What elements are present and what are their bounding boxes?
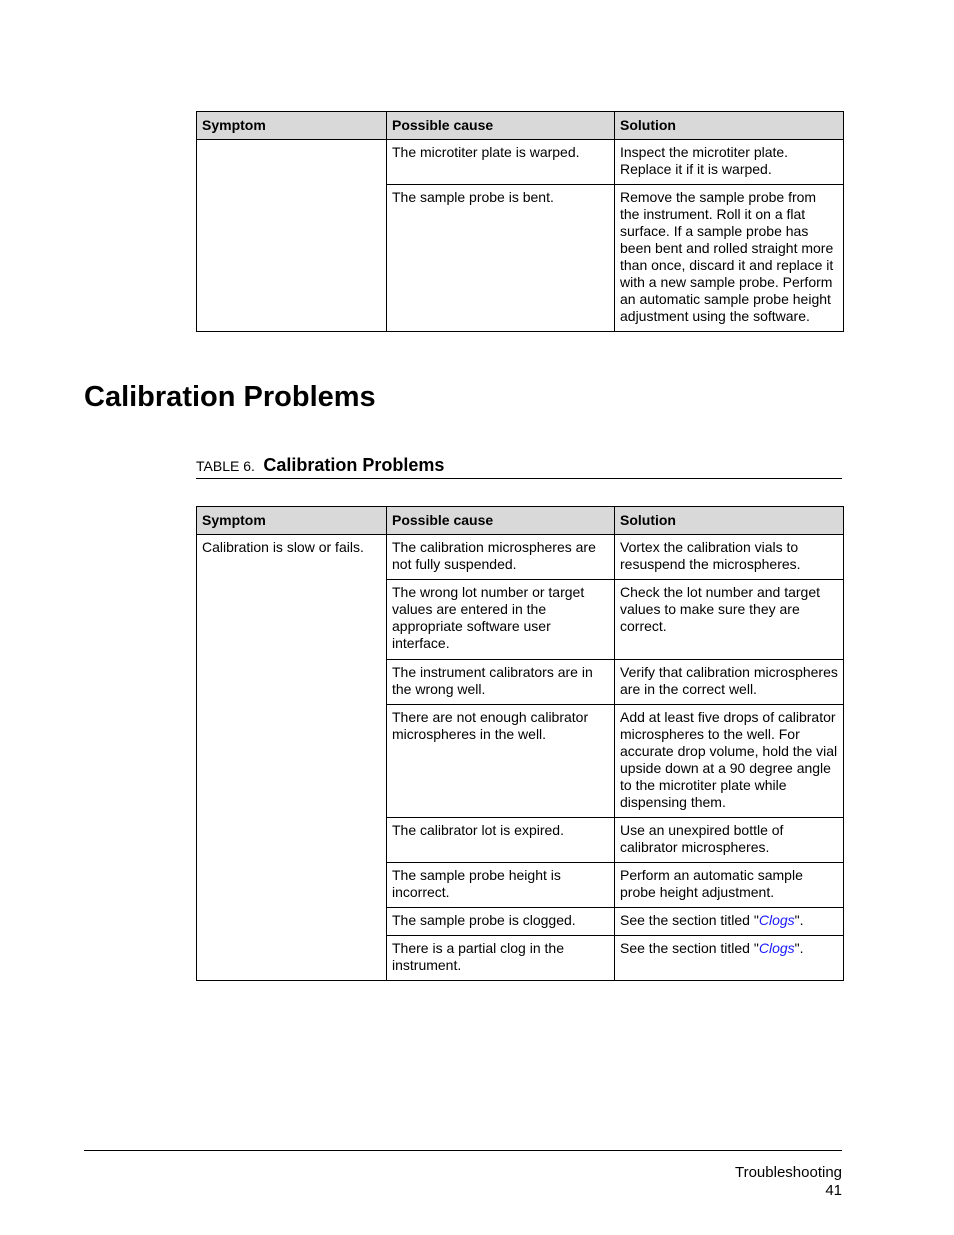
header-solution: Solution (615, 507, 844, 535)
table-row (197, 140, 844, 185)
section-title: Calibration Problems (84, 381, 376, 413)
footer-divider (84, 1150, 842, 1151)
cause-cell: The wrong lot number or target values are entered in the appropriate software user interface. (387, 580, 615, 660)
footer-page-number: 41 (825, 1182, 842, 1199)
symptom-cell: Calibration is slow or fails. (197, 535, 387, 981)
cause-cell: The calibrator lot is expired. (387, 818, 615, 863)
troubleshooting-table-continued (196, 111, 844, 332)
solution-cell: Perform an automatic sample probe height adjustment. (615, 863, 844, 908)
cause-cell: The sample probe is bent. (387, 185, 615, 332)
cause-cell: There are not enough calibrator microspheres in the well. (387, 705, 615, 818)
header-symptom: Symptom (197, 112, 387, 140)
solution-cell: Add at least five drops of calibrator microspheres to the well. For accurate drop volume, hold the vial upside down at a 90 degree angle to the microtiter plate while dispensing them. (615, 705, 844, 818)
cause-cell: The instrument calibrators are in the wrong well. (387, 660, 615, 705)
table-caption (196, 455, 842, 479)
header-solution: Solution (615, 112, 844, 140)
cause-cell: The sample probe height is incorrect. (387, 863, 615, 908)
cause-cell: The microtiter plate is warped. (387, 140, 615, 185)
calibration-problems-table (196, 506, 844, 981)
table-header-row (197, 112, 844, 140)
table-caption-title: Calibration Problems (263, 455, 445, 475)
clogs-link[interactable]: Clogs (758, 912, 795, 928)
footer-chapter-name: Troubleshooting (734, 1164, 842, 1181)
solution-cell: Use an unexpired bottle of calibrator microspheres. (615, 818, 844, 863)
cause-cell: There is a partial clog in the instrument. (387, 936, 615, 981)
solution-cell (615, 936, 844, 981)
solution-text-suffix: ". (794, 940, 804, 956)
header-symptom: Symptom (197, 507, 387, 535)
page-footer (735, 1164, 842, 1200)
table-row (197, 535, 844, 580)
solution-cell: Vortex the calibration vials to resuspend the microspheres. (615, 535, 844, 580)
solution-cell: Verify that calibration microspheres are in the correct well. (615, 660, 844, 705)
symptom-cell (197, 140, 387, 332)
solution-cell: Remove the sample probe from the instrument. Roll it on a flat surface. If a sample probe has been bent and rolled straight more than once, discard it and replace it with a new sample probe. Perform an automatic sample probe height adjustment using the software. (615, 185, 844, 332)
solution-text-prefix: See the section titled " (620, 912, 759, 928)
clogs-link[interactable]: Clogs (758, 940, 795, 956)
solution-text-suffix: ". (794, 912, 804, 928)
header-possible-cause: Possible cause (387, 507, 615, 535)
solution-cell (615, 908, 844, 936)
header-possible-cause: Possible cause (387, 112, 615, 140)
solution-cell: Inspect the microtiter plate. Replace it if it is warped. (615, 140, 844, 185)
table-header-row (197, 507, 844, 535)
cause-cell: The sample probe is clogged. (387, 908, 615, 936)
solution-cell: Check the lot number and target values to make sure they are correct. (615, 580, 844, 660)
solution-text-prefix: See the section titled " (620, 940, 759, 956)
table-caption-number: TABLE 6. (196, 458, 255, 474)
cause-cell: The calibration microspheres are not fully suspended. (387, 535, 615, 580)
